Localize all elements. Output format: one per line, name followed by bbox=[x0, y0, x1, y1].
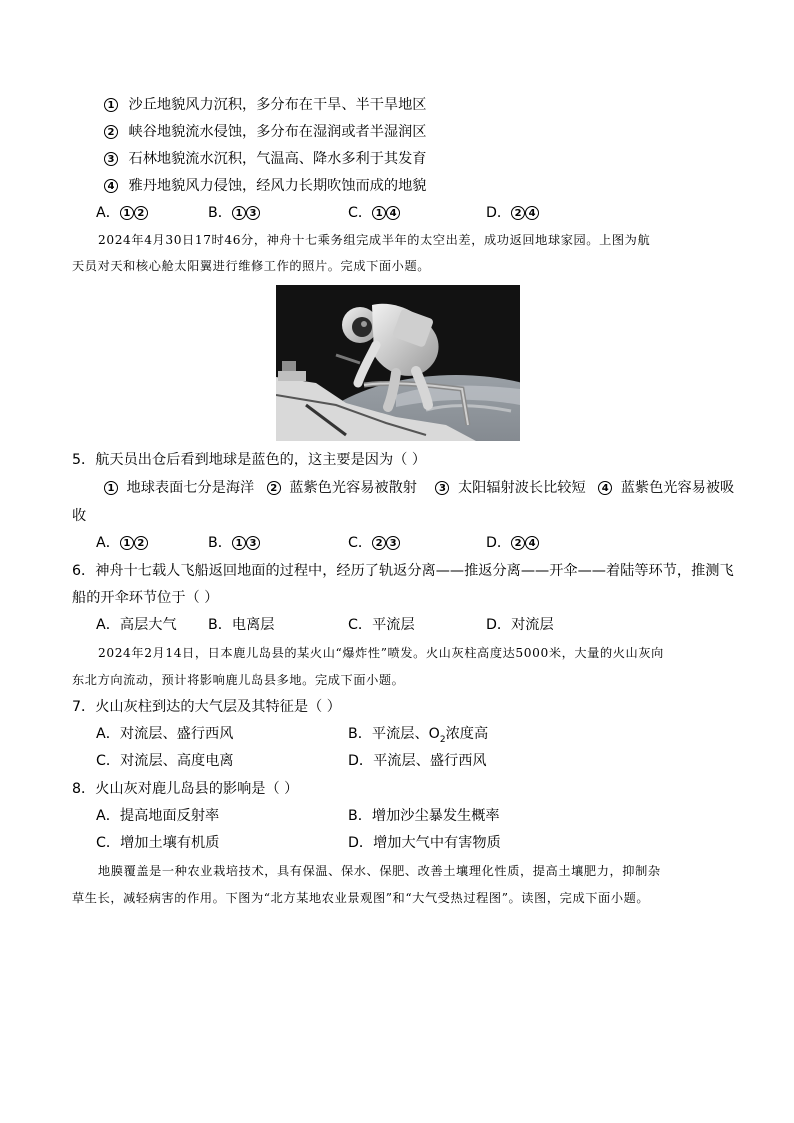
q5-item-wrap: 收 bbox=[72, 508, 87, 524]
q7-option-b-text: B．平流层、O bbox=[348, 726, 440, 742]
q4-item-text: 沙丘地貌风力沉积，多分布在干旱、半干旱地区 bbox=[128, 97, 427, 113]
q8-option-b: B．增加沙尘暴发生概率 bbox=[348, 808, 500, 824]
option-letter: A． bbox=[96, 205, 120, 221]
circled-number: 2 bbox=[104, 125, 118, 139]
circled-number: 4 bbox=[525, 206, 539, 220]
astronaut-photo bbox=[276, 285, 520, 441]
circled-number: 4 bbox=[104, 179, 118, 193]
q7-option-b-tail: 浓度高 bbox=[445, 726, 489, 742]
option-letter: C． bbox=[348, 535, 373, 551]
circled-number: 3 bbox=[104, 152, 118, 166]
circled-number: 1 bbox=[232, 206, 246, 220]
q7-option-b bbox=[348, 724, 488, 750]
circled-number: 1 bbox=[372, 206, 386, 220]
q6-option-b: B．电离层 bbox=[208, 617, 275, 633]
q6-stem-line2: 船的开伞环节位于（ ） bbox=[72, 590, 219, 606]
option-letter: D． bbox=[486, 535, 512, 551]
option-letter: C． bbox=[348, 205, 373, 221]
q7-option-c: C．对流层、高度电离 bbox=[96, 753, 234, 769]
q5-option-c bbox=[348, 533, 400, 553]
q5-item-text: 地球表面七分是海洋 bbox=[126, 480, 255, 496]
option-letter: B． bbox=[208, 205, 232, 221]
q5-option-d bbox=[486, 533, 539, 553]
q8-option-d: D．增加大气中有害物质 bbox=[348, 835, 501, 851]
circled-number: 3 bbox=[386, 536, 400, 550]
q4-option-b bbox=[208, 203, 260, 223]
passage2-line1: 2024年2月14日，日本鹿儿岛县的某火山“爆炸性”喷发。火山灰柱高度达5000米，大量的火山灰向 bbox=[98, 646, 664, 660]
option-letter: B． bbox=[208, 535, 232, 551]
circled-number: 1 bbox=[120, 536, 134, 550]
circled-number: 4 bbox=[525, 536, 539, 550]
circled-number: 4 bbox=[386, 206, 400, 220]
q8-option-a: A．提高地面反射率 bbox=[96, 808, 220, 824]
circled-number: 1 bbox=[104, 481, 118, 495]
circled-number: 3 bbox=[246, 536, 260, 550]
q5-item-text: 蓝紫色光容易被吸 bbox=[620, 480, 735, 496]
q4-option-d bbox=[486, 203, 539, 223]
circled-number: 2 bbox=[134, 206, 148, 220]
q4-item-4 bbox=[104, 176, 426, 196]
q4-item-2 bbox=[104, 122, 426, 142]
q5-items bbox=[104, 478, 734, 498]
q4-item-3 bbox=[104, 149, 426, 169]
circled-number: 2 bbox=[511, 536, 525, 550]
q5-option-b bbox=[208, 533, 260, 553]
passage2-line2: 东北方向流动，预计将影响鹿儿岛县多地。完成下面小题。 bbox=[72, 673, 405, 687]
q6-option-a: A．高层大气 bbox=[96, 617, 177, 633]
q7-option-b-subscript: 2 bbox=[439, 734, 446, 745]
q4-item-text: 峡谷地貌流水侵蚀，多分布在湿润或者半湿润区 bbox=[128, 124, 427, 140]
circled-number: 1 bbox=[104, 98, 118, 112]
q4-option-a bbox=[96, 203, 148, 223]
passage3-line2: 草生长，减轻病害的作用。下图为“北方某地农业景观图”和“大气受热过程图”。读图，完成下面小题。 bbox=[72, 891, 650, 905]
q6-option-c: C．平流层 bbox=[348, 617, 415, 633]
option-letter: D． bbox=[486, 205, 512, 221]
q6-stem-line1: 6．神舟十七载人飞船返回地面的过程中，经历了轨返分离——推返分离——开伞——着陆等环节，推测飞 bbox=[72, 563, 734, 579]
passage3-line1: 地膜覆盖是一种农业栽培技术，具有保温、保水、保肥、改善土壤理化性质，提高土壤肥力，抑制杂 bbox=[98, 864, 661, 878]
q8-stem: 8．火山灰对鹿儿岛县的影响是（ ） bbox=[72, 781, 299, 797]
q7-option-d: D．平流层、盛行西风 bbox=[348, 753, 487, 769]
circled-number: 3 bbox=[435, 481, 449, 495]
q6-option-d: D．对流层 bbox=[486, 617, 554, 633]
q4-item-1 bbox=[104, 95, 426, 115]
passage1-line2: 天员对天和核心舱太阳翼进行维修工作的照片。完成下面小题。 bbox=[72, 259, 431, 273]
q5-item-text: 蓝紫色光容易被散射 bbox=[289, 480, 417, 496]
astronaut-illustration bbox=[276, 285, 520, 441]
passage1-line1: 2024年4月30日17时46分，神舟十七乘务组完成半年的太空出差，成功返回地球家园。上图为航 bbox=[98, 233, 651, 247]
circled-number: 2 bbox=[267, 481, 281, 495]
q7-stem: 7．火山灰柱到达的大气层及其特征是（ ） bbox=[72, 699, 341, 715]
circled-number: 4 bbox=[598, 481, 612, 495]
q7-option-a: A．对流层、盛行西风 bbox=[96, 726, 234, 742]
circled-number: 1 bbox=[232, 536, 246, 550]
q5-item-text: 太阳辐射波长比较短 bbox=[457, 480, 586, 496]
circled-number: 3 bbox=[246, 206, 260, 220]
q5-stem: 5．航天员出仓后看到地球是蓝色的，这主要是因为（ ） bbox=[72, 452, 427, 468]
q8-option-c: C．增加土壤有机质 bbox=[96, 835, 220, 851]
circled-number: 2 bbox=[134, 536, 148, 550]
circled-number: 2 bbox=[511, 206, 525, 220]
q5-option-a bbox=[96, 533, 148, 553]
q4-item-text: 石林地貌流水沉积，气温高、降水多利于其发育 bbox=[128, 151, 427, 167]
circled-number: 1 bbox=[120, 206, 134, 220]
circled-number: 2 bbox=[372, 536, 386, 550]
q4-item-text: 雅丹地貌风力侵蚀，经风力长期吹蚀而成的地貌 bbox=[128, 178, 427, 194]
q4-option-c bbox=[348, 203, 400, 223]
option-letter: A． bbox=[96, 535, 120, 551]
